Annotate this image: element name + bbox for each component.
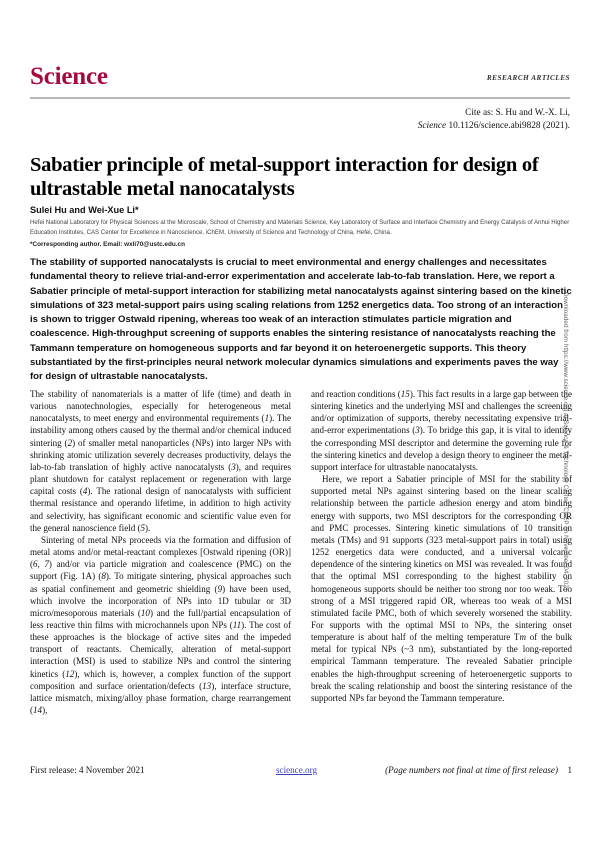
body-paragraph: Sintering of metal NPs proceeds via the formation and diffusion of metal atoms and/or metal-reactant complexes [Ostwald ripening (OR)] (6, 7) and/or via particle migration and coalescence (PMC) on the support (Fig. 1A) (8). To mitigate sintering, physical approaches such as spatial confinement and geometric shielding (9) have been used, which involve the incorporation of NPs into 1D tubular or 3D micro/mesoporous materials (10) and the full/partial encapsulation of less reactive thin films with microchannels upon NPs (11). The cost of these approaches is the blockage of active sites and the impeded transport of reactants. Chemically, alteration of metal-support interaction (MSI) is used to stabilize NPs and control the sintering kinetics (12), which is, however, a complex function of the support composition and surface orientation/defects (13), interface structure, lattice mismatch, mixing/alloy phase formation, charge rearrangement (14), — [30, 534, 291, 716]
header-divider — [30, 97, 570, 99]
author-list: Sulei Hu and Wei-Xue Li* — [30, 205, 139, 215]
page-number: 1 — [567, 765, 572, 775]
body-paragraph: Here, we report a Sabatier principle of MSI for the stability of supported metal NPs against sintering based on the linear scaling relationship between the particle adhesion energy and atom binding energy with supports, two MSI descriptors for the corresponding OR and PMC processes. Sintering kinetic simulations of 10 transition metals (TMs) and 91 supports (323 metal-support pairs in total) using 1252 energetics data were conducted, and a universal volcanic dependence of the sintering kinetics on MSI was revealed. It was found that the optimal MSI corresponding to the highest stability on homogeneous supports should be neither too strong nor too weak. Too strong of a MSI triggered rapid OR, whereas too weak of a MSI stimulated facile PMC, both of which severely worsened the stability. For supports with the optimal MSI to NPs, the sintering onset temperature is about half of the melting temperature Tm of the bulk metal for typical NPs (~3 nm), substantiated by the long-reported empirical Tammann temperature. The revealed Sabatier principle enables the high-throughput screening of heteroenergetic supports to break the scaling relationship and boost the sintering resistance of the supported NPs far beyond the Tammann temperature. — [311, 474, 572, 703]
citation-block — [170, 107, 570, 133]
citation-doi: 10.1126/science.abi9828 (2021). — [446, 121, 570, 132]
body-columns — [30, 388, 573, 738]
affiliation-text: Hefei National Laboratory for Physical Sciences at the Microscale, School of Chemistry and Materials Science, Key Laboratory of Surface and Interface Chemistry and Energy Catalysis of Anhui Higher Education Institutes, CAS Center for Excellence in Nanoscience, iChEM, University of Science and Technology of China, Hefei, China. — [30, 219, 570, 236]
citation-authors: Cite as: S. Hu and W.-X. Li, — [465, 108, 570, 118]
downloaded-watermark: Downloaded from https://www.science.org at Science & Technology Center, CAEP on November 04, 2021 — [562, 292, 569, 592]
science-org-link[interactable]: science.org — [276, 765, 317, 775]
page-title: Sabatier principle of metal-support interaction for design of ultrastable metal nanocatalysts — [30, 153, 539, 200]
science-logo: Science — [30, 63, 108, 90]
body-column-right — [311, 388, 572, 738]
body-paragraph: and reaction conditions (15). This fact results in a large gap between the sintering kinetics and the underlying MSI and challenges the screening and/or optimization of supports, thereby necessitating expensive trial-and-error experimentations (3). To bridge this gap, it is vital to identify the corresponding MSI descriptor and determine the governing rule for the sintering kinetics and develop a design theory to engineer the metal-support interface for ultrastable nanocatalysts. — [311, 389, 572, 472]
body-paragraph: The stability of nanomaterials is a matter of life (time) and death in various nanotechnologies, especially for heterogeneous metal nanocatalysts, to meet energy and environmental requirements (1). The instability among others caused by the thermal and/or chemical induced sintering (2) of smaller metal nanoparticles (NPs) into larger NPs with shrinking atomic utilization severely decreases productivity, delays the lab-to-fab translation of highly active nanocatalysts (3), and requires plant shutdown for catalyst replacement or regeneration with large capital costs (4). The rational design of nanocatalysts with sufficient thermal resistance and operando lifetime, in addition to high activity and selectivity, has significant economic and scientific value even for the general nanoscience field (5). — [30, 389, 291, 533]
page-number-note: (Page numbers not final at time of first release) — [385, 765, 558, 775]
abstract-text: The stability of supported nanocatalysts is crucial to meet environmental and energy challenges and necessitates fundamental theory to relieve trial-and-error experimentation and accelerate lab-to-fab translation. Here, we report a Sabatier principle of metal-support interaction for stabilizing metal nanocatalysts against sintering based on the kinetic simulations of 323 metal-support pairs using scaling relations from 1252 energetics data. Too strong of an interaction is shown to trigger Ostwald ripening, whereas too weak of an interaction stimulates particle migration and coalescence. High-throughput screening of supports enables the sintering resistance of nanocatalysts reaching the Tammann temperature on homogeneous supports and far beyond it on heteroenergetic supports. This theory substantiated by the first-principles neural network molecular dynamics simulations and experiments paves the way for design of ultrastable nanocatalysts. — [30, 257, 572, 383]
corresponding-author-email: *Corresponding author. Email: wxli70@ustc.edu.cn — [30, 241, 186, 248]
first-release-date: First release: 4 November 2021 — [30, 765, 145, 775]
citation-journal-name: Science — [417, 121, 447, 132]
body-column-left — [30, 388, 291, 738]
section-label: RESEARCH ARTICLES — [486, 74, 570, 82]
citation-doi-line — [170, 120, 570, 133]
masthead — [30, 64, 570, 96]
